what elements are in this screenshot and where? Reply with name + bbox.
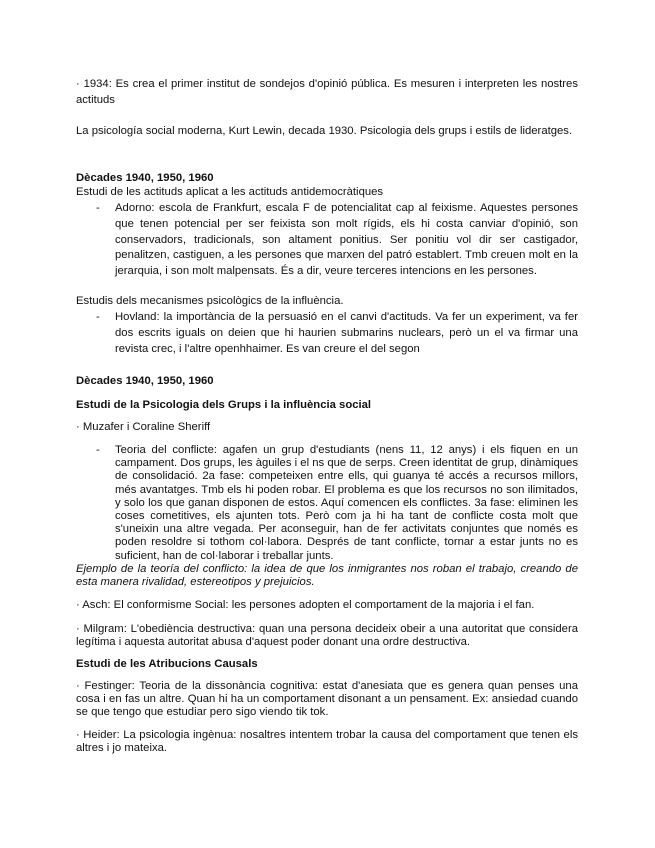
paragraph-heider: · Heider: La psicologia ingènua: nosaltres intentem trobar la causa del comportament que tenen els altres i jo mateixa.: [76, 729, 578, 755]
heading-psicologia-grups: Estudi de la Psicologia dels Grups i la influència social: [76, 399, 372, 411]
list-item: - Hovland: la importància de la persuasió en el canvi d'actituds. Va fer un experiment, va fer dos escrits iguals on deien que hi haurien submarins nuclears, però un el va firmar una revista crec, i l'altre openhhaimer. Es van creure el del segon: [76, 310, 578, 357]
list-teoria-conflicte: [76, 444, 578, 563]
paragraph-1934: · 1934: Es crea el primer institut de sondejos d'opinió pública. Es mesuren i interpreten les nostres actituds: [76, 78, 578, 106]
list-item: - Teoria del conflicte: agafen un grup d'estudiants (nens 11, 12 anys) i els fiquen en un campament. Dos grups, les àguiles i el ns que de serps. Creen identitat de grup, dinàmiques de consolidació. 2a fase: competeixen entre ells, qui guanya té accés a recursos millors, més avantatges. Tmb els hi poden robar. El problema es que los recursos no son ilimitados, y solo los que ganan disponen de estos. Aquí comencen els conflictes. 3a fase: eliminen les coses cometitives, els ajunten tots. Però com ja hi ha tant de conflicte costa molt que s'uneixin una altre vegada. Per aconseguir, han de fer activitats conjuntes que només es poden resoldre si tothom col·labora. Després de tant conflicte, tornar a estar junts no es suficient, han de col·laborar i treballar junts.: [76, 444, 578, 563]
list-item: - Adorno: escola de Frankfurt, escala F de potencialitat cap al feixisme. Aquestes persones que tenen potencial per ser feixista son molt rígids, els hi costa canviar d'opinió, son conservadors, tradicionals, son altament ponitius. Ser ponitiu vol dir ser castigador, penalitzen, castiguen, a les persones que marxen del patró establert. Tmb creuen molt en la jerarquia, i son molt malpensats. És a dir, veure terceres intencions en les persones.: [76, 201, 578, 280]
list-hovland: [76, 310, 578, 357]
paragraph-milgram: · Milgram: L'obediència destructiva: quan una persona decideix obeir a una autoritat que considera legítima i aquesta autoritat abusa d'aquest poder donant una ordre destructiva.: [76, 623, 578, 649]
paragraph-actituds-intro: Estudi de les actituds aplicat a les actituds antidemocràtiques: [76, 186, 384, 198]
paragraph-festinger: · Festinger: Teoria de la dissonància cognitiva: estat d'anesiata que es genera quan penses una cosa i en fas un altre. Quan hi ha un comportament disonant a un pensament. Ex: ansiedad cuando se que tengo que estudiar pero sigo viendo tik tok.: [76, 680, 578, 719]
paragraph-asch: · Asch: El conformisme Social: les persones adopten el comportament de la majoria i el fan.: [76, 599, 535, 611]
list-adorno: [76, 201, 578, 280]
paragraph-sherif: · Muzafer i Coraline Sheriff: [76, 421, 211, 433]
paragraph-ejemplo-conflicto: Ejemplo de la teoría del conflicto: la idea de que los inmigrantes nos roban el trabajo, creando de esta manera rivalidad, estereotipos y prejuicios.: [76, 563, 578, 589]
heading-decades-2: Dècades 1940, 1950, 1960: [76, 375, 214, 387]
heading-decades-1: Dècades 1940, 1950, 1960: [76, 172, 214, 184]
heading-atribucions-causals: Estudi de les Atribucions Causals: [76, 658, 258, 670]
paragraph-mecanismes-intro: Estudis dels mecanismes psicològics de la influència.: [76, 295, 344, 307]
paragraph-kurt-lewin: La psicología social moderna, Kurt Lewin, decada 1930. Psicologia dels grups i estils de lideratges.: [76, 125, 573, 137]
